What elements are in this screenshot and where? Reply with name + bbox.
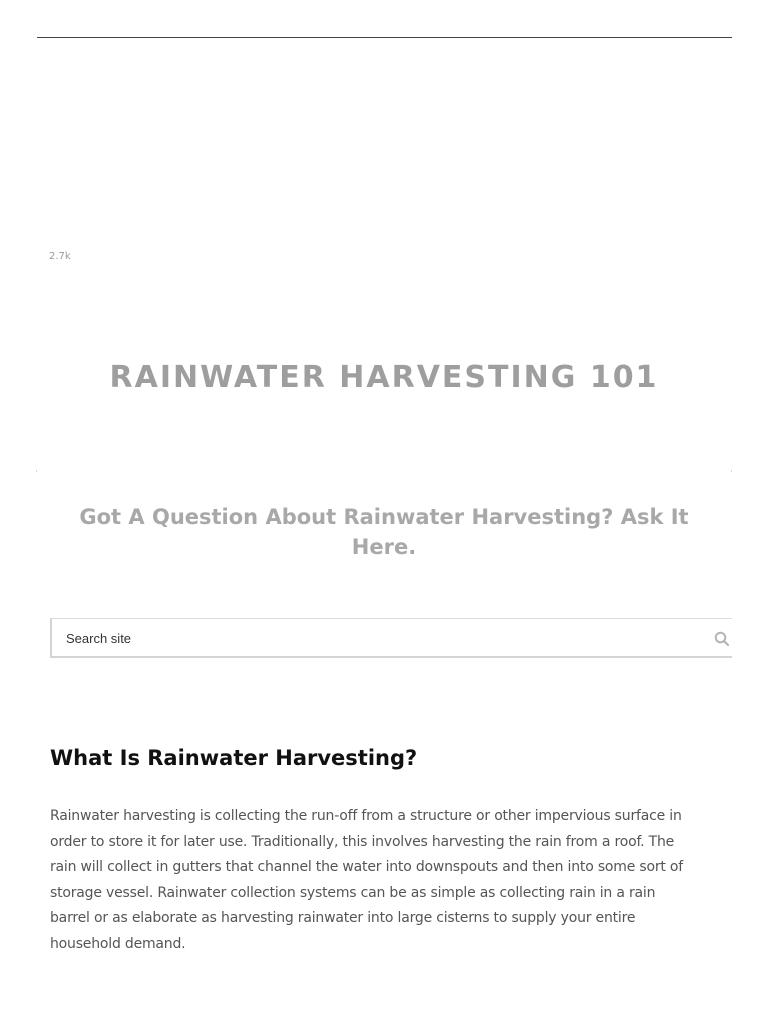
header-divider [37, 37, 732, 38]
hero-edge-left [36, 470, 37, 472]
section-title: What Is Rainwater Harvesting? [50, 746, 418, 770]
search-input[interactable] [66, 627, 666, 649]
ask-question-heading: Got A Question About Rainwater Harvesting? Ask It Here. [79, 505, 689, 559]
search-box [50, 618, 732, 658]
share-count: 2.7k [49, 251, 71, 262]
search-icon [712, 631, 732, 647]
search-button[interactable] [712, 628, 732, 648]
hero-edge-right [731, 470, 732, 472]
page-title: RAINWATER HARVESTING 101 [109, 360, 659, 395]
article-paragraph: Rainwater harvesting is collecting the run-off from a structure or other impervious surface in order to store it for later use. Traditionally, this involves harvesting the rain from a roof. The rain will collect in gutters that channel the water into downspouts and then into some sort of storage vessel. Rainwater collection systems can be as simple as collecting rain in a rain barrel or as elaborate as harvesting rainwater into large cisterns to supply your entire household demand. [50, 808, 684, 952]
